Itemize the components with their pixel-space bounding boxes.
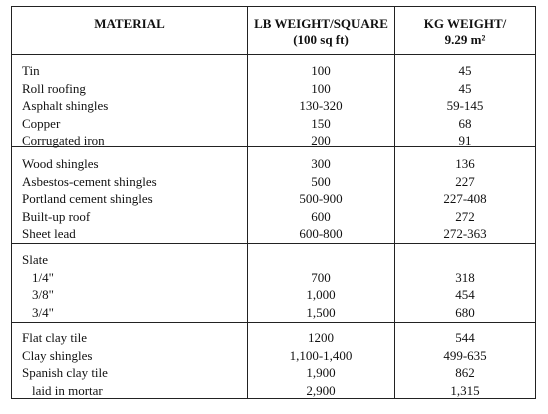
cell-kg-weight: 544 bbox=[455, 330, 475, 345]
cell-lb-weight: 1200 bbox=[308, 330, 334, 345]
cell-lb-weight: 600 bbox=[311, 208, 331, 224]
cell-kg-weight: 136 bbox=[455, 156, 475, 171]
cell-kg-weight: 91 bbox=[458, 133, 472, 149]
header-divider bbox=[12, 54, 535, 55]
cell-lb-weight: 200 bbox=[311, 133, 331, 149]
cell-lb-weight: 500-900 bbox=[299, 191, 343, 207]
cell-material: Copper bbox=[22, 115, 61, 131]
header-lb-line1: LB WEIGHT/SQUARE bbox=[254, 16, 388, 31]
roofing-weights-table bbox=[11, 6, 536, 399]
cell-material: laid in mortar bbox=[32, 382, 103, 398]
cell-material: 3/8" bbox=[32, 287, 54, 303]
cell-material: Flat clay tile bbox=[22, 330, 87, 345]
cell-kg-weight: 318 bbox=[455, 269, 475, 285]
group-divider bbox=[12, 322, 535, 323]
cell-kg-weight: 680 bbox=[455, 304, 475, 320]
cell-lb-weight: 1,000 bbox=[306, 287, 336, 303]
cell-lb-weight: 500 bbox=[311, 173, 331, 189]
cell-material: Corrugated iron bbox=[22, 133, 105, 149]
cell-kg-weight: 68 bbox=[458, 115, 472, 131]
header-kg-weight bbox=[395, 16, 535, 48]
cell-lb-weight: 1,100-1,400 bbox=[289, 347, 353, 363]
cell-lb-weight: 100 bbox=[311, 63, 331, 78]
header-kg-line2: 9.29 m² bbox=[444, 32, 486, 47]
cell-material: Roll roofing bbox=[22, 80, 86, 96]
cell-material: Clay shingles bbox=[22, 347, 93, 363]
cell-lb-weight: 300 bbox=[311, 156, 331, 171]
header-lb-weight bbox=[248, 16, 394, 48]
cell-kg-weight: 272-363 bbox=[443, 226, 487, 242]
cell-lb-weight: 700 bbox=[311, 269, 331, 285]
cell-kg-weight: 227-408 bbox=[443, 191, 487, 207]
cell-material: Asphalt shingles bbox=[22, 98, 109, 114]
cell-kg-weight: 499-635 bbox=[443, 347, 487, 363]
cell-material: Asbestos-cement shingles bbox=[22, 173, 157, 189]
cell-material: 1/4" bbox=[32, 269, 54, 285]
cell-material: 3/4" bbox=[32, 304, 54, 320]
cell-lb-weight: 130-320 bbox=[299, 98, 343, 114]
cell-lb-weight: 150 bbox=[311, 115, 331, 131]
cell-kg-weight: 227 bbox=[455, 173, 475, 189]
cell-kg-weight: 45 bbox=[458, 80, 472, 96]
cell-lb-weight: 1,500 bbox=[306, 304, 336, 320]
cell-material: Tin bbox=[22, 63, 40, 78]
cell-material: Spanish clay tile bbox=[22, 365, 108, 381]
cell-kg-weight: 45 bbox=[458, 63, 472, 78]
cell-lb-weight: 2,900 bbox=[306, 382, 336, 398]
cell-lb-weight: 600-800 bbox=[299, 226, 343, 242]
header-lb-line2: (100 sq ft) bbox=[293, 32, 349, 47]
cell-material: Built-up roof bbox=[22, 208, 91, 224]
cell-kg-weight: 59-145 bbox=[446, 98, 484, 114]
cell-lb-weight: 1,900 bbox=[306, 365, 336, 381]
cell-kg-weight: 862 bbox=[455, 365, 475, 381]
group-divider bbox=[12, 243, 535, 244]
header-kg-line1: KG WEIGHT/ bbox=[423, 16, 507, 31]
cell-material: Slate bbox=[22, 252, 48, 267]
cell-material: Wood shingles bbox=[22, 156, 99, 171]
header-material: MATERIAL bbox=[94, 16, 165, 31]
cell-material: Sheet lead bbox=[22, 226, 76, 242]
cell-lb-weight: 100 bbox=[311, 80, 331, 96]
cell-kg-weight: 454 bbox=[455, 287, 475, 303]
cell-kg-weight: 1,315 bbox=[450, 382, 480, 398]
cell-material: Portland cement shingles bbox=[22, 191, 153, 207]
cell-kg-weight: 272 bbox=[455, 208, 475, 224]
